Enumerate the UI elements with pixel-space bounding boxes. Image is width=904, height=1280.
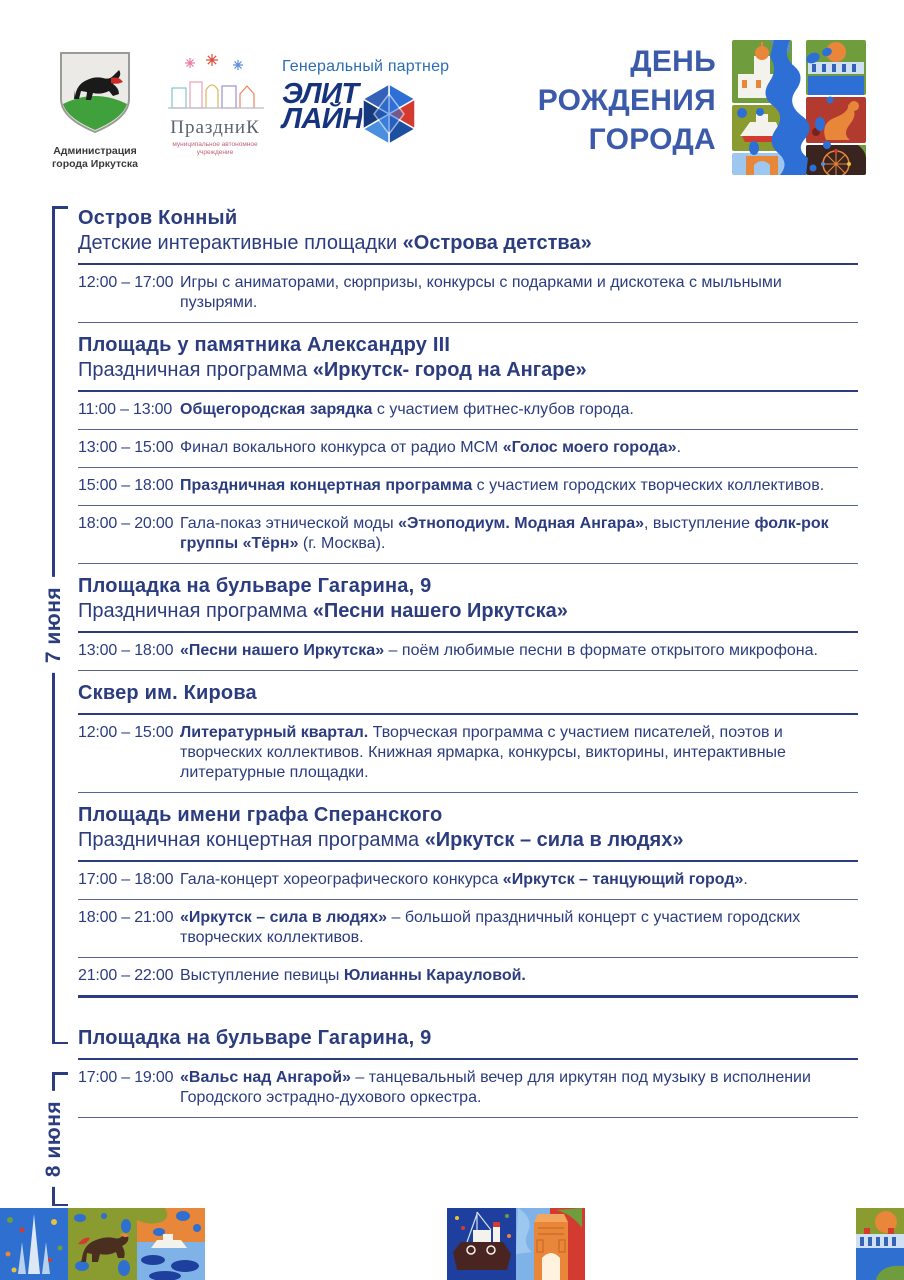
event-row [78, 265, 858, 322]
day8-label-text: 8 июня [42, 1100, 65, 1178]
event-row [78, 958, 858, 995]
prazdnik-subtitle [155, 141, 275, 156]
highlight-text: «Иркутск- город на Ангаре» [312, 359, 587, 381]
plain-text: Гала-показ этнической моды [180, 515, 399, 532]
highlight-text: Общегородская зарядка [180, 401, 373, 418]
program-subtitle [78, 828, 858, 853]
partner-label: Генеральный партнер [282, 58, 450, 75]
event-section [78, 1026, 858, 1118]
day8-bracket-tick-top [52, 1072, 68, 1075]
tile-babr [68, 1208, 137, 1280]
event-row [78, 715, 858, 792]
highlight-text: «Иркутск – сила в людях» [180, 909, 388, 926]
poster-title-line2: РОЖДЕНИЯ [537, 84, 716, 117]
highlight-text: «Острова детства» [402, 232, 592, 254]
highlight-text: Юлианны Карауловой. [343, 967, 526, 984]
event-section [78, 681, 858, 793]
poster-title [528, 42, 716, 159]
irkutsk-coat-of-arms-icon [55, 50, 135, 136]
event-time: 13:00 – 18:00 [78, 642, 174, 659]
elitline-gem-icon [356, 82, 422, 146]
plain-text: Праздничная концертная программа [78, 829, 425, 851]
plain-text: . [676, 439, 682, 456]
plain-text: Гала-концерт хореографического конкурса [180, 871, 503, 888]
program-subtitle [78, 599, 858, 624]
collage-tile-dam [806, 40, 866, 95]
program-subtitle [78, 231, 858, 256]
day8-label [42, 1091, 66, 1187]
admin-logo-block [52, 50, 138, 171]
admin-caption-line2: города Иркутска [52, 158, 138, 170]
partner-block [282, 58, 450, 135]
highlight-text: «Вальс над Ангарой» [180, 1069, 351, 1086]
event-section [78, 206, 858, 323]
day7-label [42, 577, 66, 673]
partner-name-line2: ЛАЙН [282, 103, 363, 135]
event-time: 21:00 – 22:00 [78, 967, 174, 984]
event-row [78, 900, 858, 957]
highlight-text: «Иркутск – танцующий город» [502, 871, 744, 888]
row-divider [78, 1117, 858, 1118]
event-time: 17:00 – 19:00 [78, 1069, 174, 1086]
tile-moscow-gates [516, 1208, 585, 1280]
event-row [78, 506, 858, 563]
plain-text: Игры с аниматорами, сюрпризы, конкурсы с подарками и дискотека с мыльными пузырями. [180, 274, 782, 311]
highlight-text: «Этноподиум. Модная Ангара» [398, 515, 645, 532]
event-description [180, 476, 858, 496]
prazdnik-title: ПраздниК [170, 117, 260, 138]
event-row [78, 468, 858, 505]
venue-title: Площадка на бульваре Гагарина, 9 [78, 1027, 432, 1049]
event-description [180, 641, 858, 661]
city-tiles-strip [0, 1208, 904, 1280]
event-time: 12:00 – 15:00 [78, 724, 174, 741]
row-divider [78, 563, 858, 564]
plain-text: Детские интерактивные площадки [78, 232, 403, 254]
event-time: 18:00 – 20:00 [78, 515, 174, 532]
event-row [78, 392, 858, 429]
plain-text: – большой праздничный концерт с участием городских творческих коллективов. [180, 909, 801, 946]
venue-title: Площадка на бульваре Гагарина, 9 [78, 575, 432, 597]
day7-bracket-tick-top [52, 206, 68, 209]
event-description [180, 273, 858, 313]
day7-label-text: 7 июня [42, 586, 65, 664]
admin-caption-line1: Администрация [53, 145, 137, 157]
prazdnik-fireworks-icon [160, 48, 270, 114]
prazdnik-subtitle-line1: муниципальное автономное [172, 141, 258, 148]
event-time: 15:00 – 18:00 [78, 477, 174, 494]
plain-text: с участием фитнес-клубов города. [372, 401, 634, 418]
event-description [180, 438, 858, 458]
plain-text: , выступление [644, 515, 755, 532]
event-description [180, 908, 858, 948]
event-description [180, 1068, 858, 1108]
plain-text: – поём любимые песни в формате открытого микрофона. [384, 642, 818, 659]
event-description [180, 870, 858, 890]
event-section [78, 803, 858, 998]
venue-title: Остров Конный [78, 207, 238, 229]
angara-river-collage [730, 40, 868, 175]
poster-title-line1: ДЕНЬ [630, 45, 716, 78]
plain-text: Праздничная программа [78, 359, 313, 381]
highlight-text: «Иркутск – сила в людях» [424, 829, 684, 851]
highlight-text: «Голос моего города» [502, 439, 677, 456]
venue-title: Площадь имени графа Сперанского [78, 804, 443, 826]
event-row [78, 633, 858, 670]
poster-title-line3: ГОРОДА [588, 123, 716, 156]
event-description [180, 966, 858, 986]
tile-icebreaker-angara [447, 1208, 516, 1280]
plain-text: Выступление певицы [180, 967, 344, 984]
event-row [78, 1060, 858, 1117]
row-divider [78, 670, 858, 671]
prazdnik-subtitle-line2: учреждение [196, 148, 234, 156]
event-description [180, 514, 858, 554]
day-end-divider [78, 995, 858, 998]
highlight-text: Праздничная концертная программа [180, 477, 473, 494]
plain-text: Финал вокального конкурса от радио МСМ [180, 439, 503, 456]
event-section [78, 574, 858, 671]
event-time: 11:00 – 13:00 [78, 401, 173, 418]
plain-text: с участием городских творческих коллективов. [472, 477, 825, 494]
plain-text: . [743, 871, 748, 888]
plain-text: (г. Москва). [298, 535, 386, 552]
row-divider [78, 792, 858, 793]
venue-title: Площадь у памятника Александру III [78, 334, 451, 356]
tile-fireworks-tower [0, 1208, 68, 1280]
event-description [180, 723, 858, 783]
event-row [78, 862, 858, 899]
prazdnik-logo-block [155, 48, 275, 156]
event-section [78, 333, 858, 564]
highlight-text: «Песни нашего Иркутска» [312, 600, 568, 622]
partner-name-line1: ЭЛИТ [282, 78, 359, 110]
tile-dam [856, 1208, 904, 1280]
event-time: 17:00 – 18:00 [78, 871, 174, 888]
venue-title: Сквер им. Кирова [78, 682, 257, 704]
event-time: 12:00 – 17:00 [78, 274, 174, 291]
schedule [78, 196, 858, 1118]
highlight-text: «Песни нашего Иркутска» [180, 642, 385, 659]
highlight-text: фолк-рок группы «Тёрн» [180, 515, 829, 552]
event-description [180, 400, 858, 420]
day8-bracket-tick-bottom [52, 1204, 68, 1207]
day7-bracket [42, 206, 68, 1044]
highlight-text: Литературный квартал. [180, 724, 369, 741]
day8-bracket [42, 1072, 68, 1206]
collage-tile-wood-carving [806, 97, 866, 143]
day7-bracket-tick-bottom [52, 1042, 68, 1045]
event-time: 18:00 – 21:00 [78, 909, 174, 926]
tile-river-ship [137, 1208, 205, 1280]
event-row [78, 430, 858, 467]
event-time: 13:00 – 15:00 [78, 439, 174, 456]
plain-text: Праздничная программа [78, 600, 313, 622]
admin-caption [52, 145, 138, 171]
plain-text: Творческая программа с участием писателей, поэтов и творческих коллективов. Книжная ярмарка, конкурсы, викторины, интерактивные литературные площадки. [180, 724, 786, 781]
row-divider [78, 322, 858, 323]
program-subtitle [78, 358, 858, 383]
plain-text: – танцевальный вечер для иркутян под музыку в исполнении Городского эстрадно-духового оркестра. [180, 1069, 811, 1106]
